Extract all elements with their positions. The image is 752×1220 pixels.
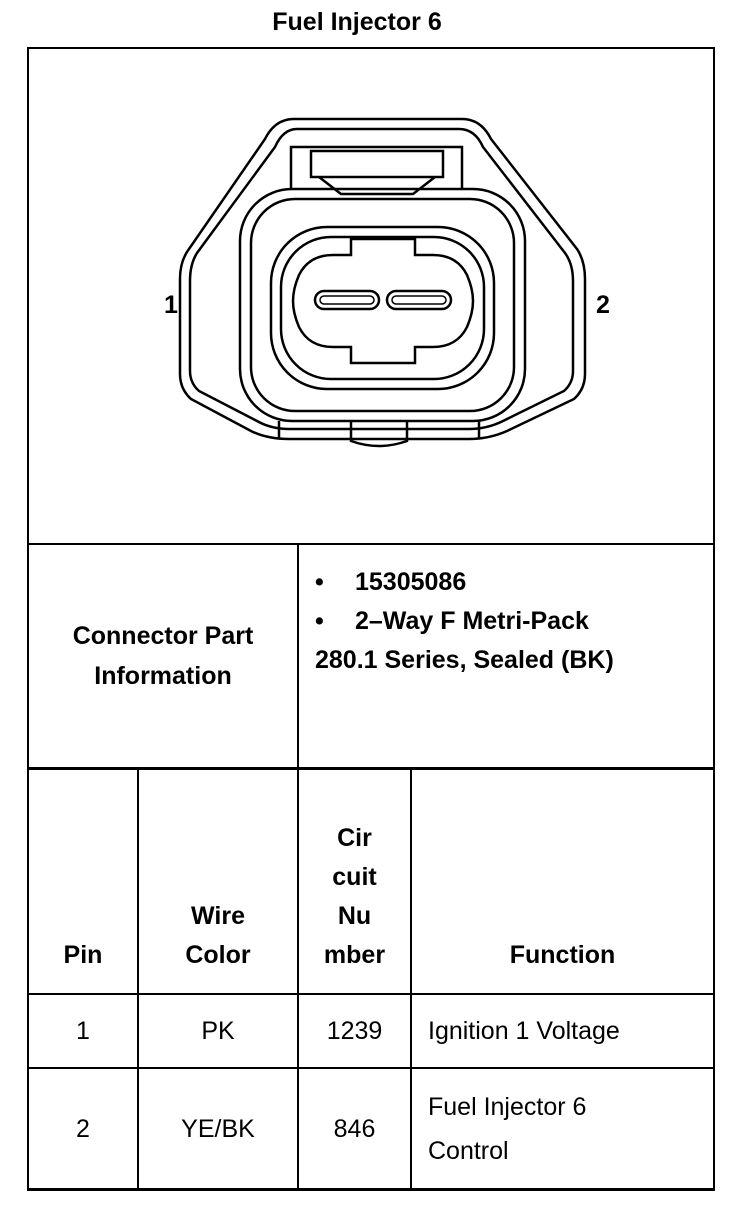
pin-label-1: 1 <box>164 291 178 319</box>
frame-right-border <box>713 47 715 1190</box>
description-line2: 280.1 Series, Sealed (BK) <box>315 646 614 674</box>
table-row-1-circuit: 1239 <box>326 1017 383 1045</box>
mating-face-inner <box>281 237 484 379</box>
frame-bottom-border <box>27 1188 715 1191</box>
bottom-tab <box>351 421 407 446</box>
latch-outline <box>291 147 462 189</box>
pin-label-2: 2 <box>596 291 610 319</box>
header-circuit-number: Cir cuit Nu mber <box>323 824 386 969</box>
connector-info-details <box>299 545 713 767</box>
connector-drawing <box>29 49 713 543</box>
part-number-item <box>315 563 713 602</box>
connector-shroud-outer <box>240 189 525 421</box>
table-row-2-function: Fuel Injector 6 Control <box>428 1092 587 1165</box>
terminal-slot-1-inner <box>320 296 374 304</box>
header-function: Function <box>509 941 616 969</box>
connector-housing-inner-outline <box>190 129 573 429</box>
table-row-2-circuit: 846 <box>333 1114 376 1143</box>
connector-info-label <box>29 545 297 767</box>
table-row-2-wire-color: YE/BK <box>181 1114 255 1143</box>
header-pin: Pin <box>63 941 103 969</box>
latch-tab <box>319 177 435 194</box>
connector-diagram <box>29 49 713 543</box>
latch-bar <box>311 151 443 177</box>
description-line1: 2–Way F Metri-Pack <box>355 607 589 635</box>
table-row-1-pin: 1 <box>76 1017 90 1045</box>
terminal-slot-2 <box>387 291 451 309</box>
bullet-icon: • <box>315 568 324 596</box>
connector-info-label-line2: Information <box>94 662 232 690</box>
table-row-1-wire-color: PK <box>201 1017 235 1045</box>
header-wire-color: Wire Color <box>185 902 251 969</box>
description-item <box>315 602 713 641</box>
mating-face <box>271 227 494 389</box>
connector-info-label-line1: Connector Part <box>72 622 254 650</box>
part-number: 15305086 <box>355 568 467 596</box>
table-row-1-function: Ignition 1 Voltage <box>428 1017 620 1045</box>
page-title: Fuel Injector 6 <box>272 8 442 36</box>
terminal-slot-1 <box>315 291 379 309</box>
terminal-slot-2-inner <box>392 296 446 304</box>
bullet-icon: • <box>315 607 324 635</box>
table-row-2-pin: 2 <box>76 1114 90 1143</box>
